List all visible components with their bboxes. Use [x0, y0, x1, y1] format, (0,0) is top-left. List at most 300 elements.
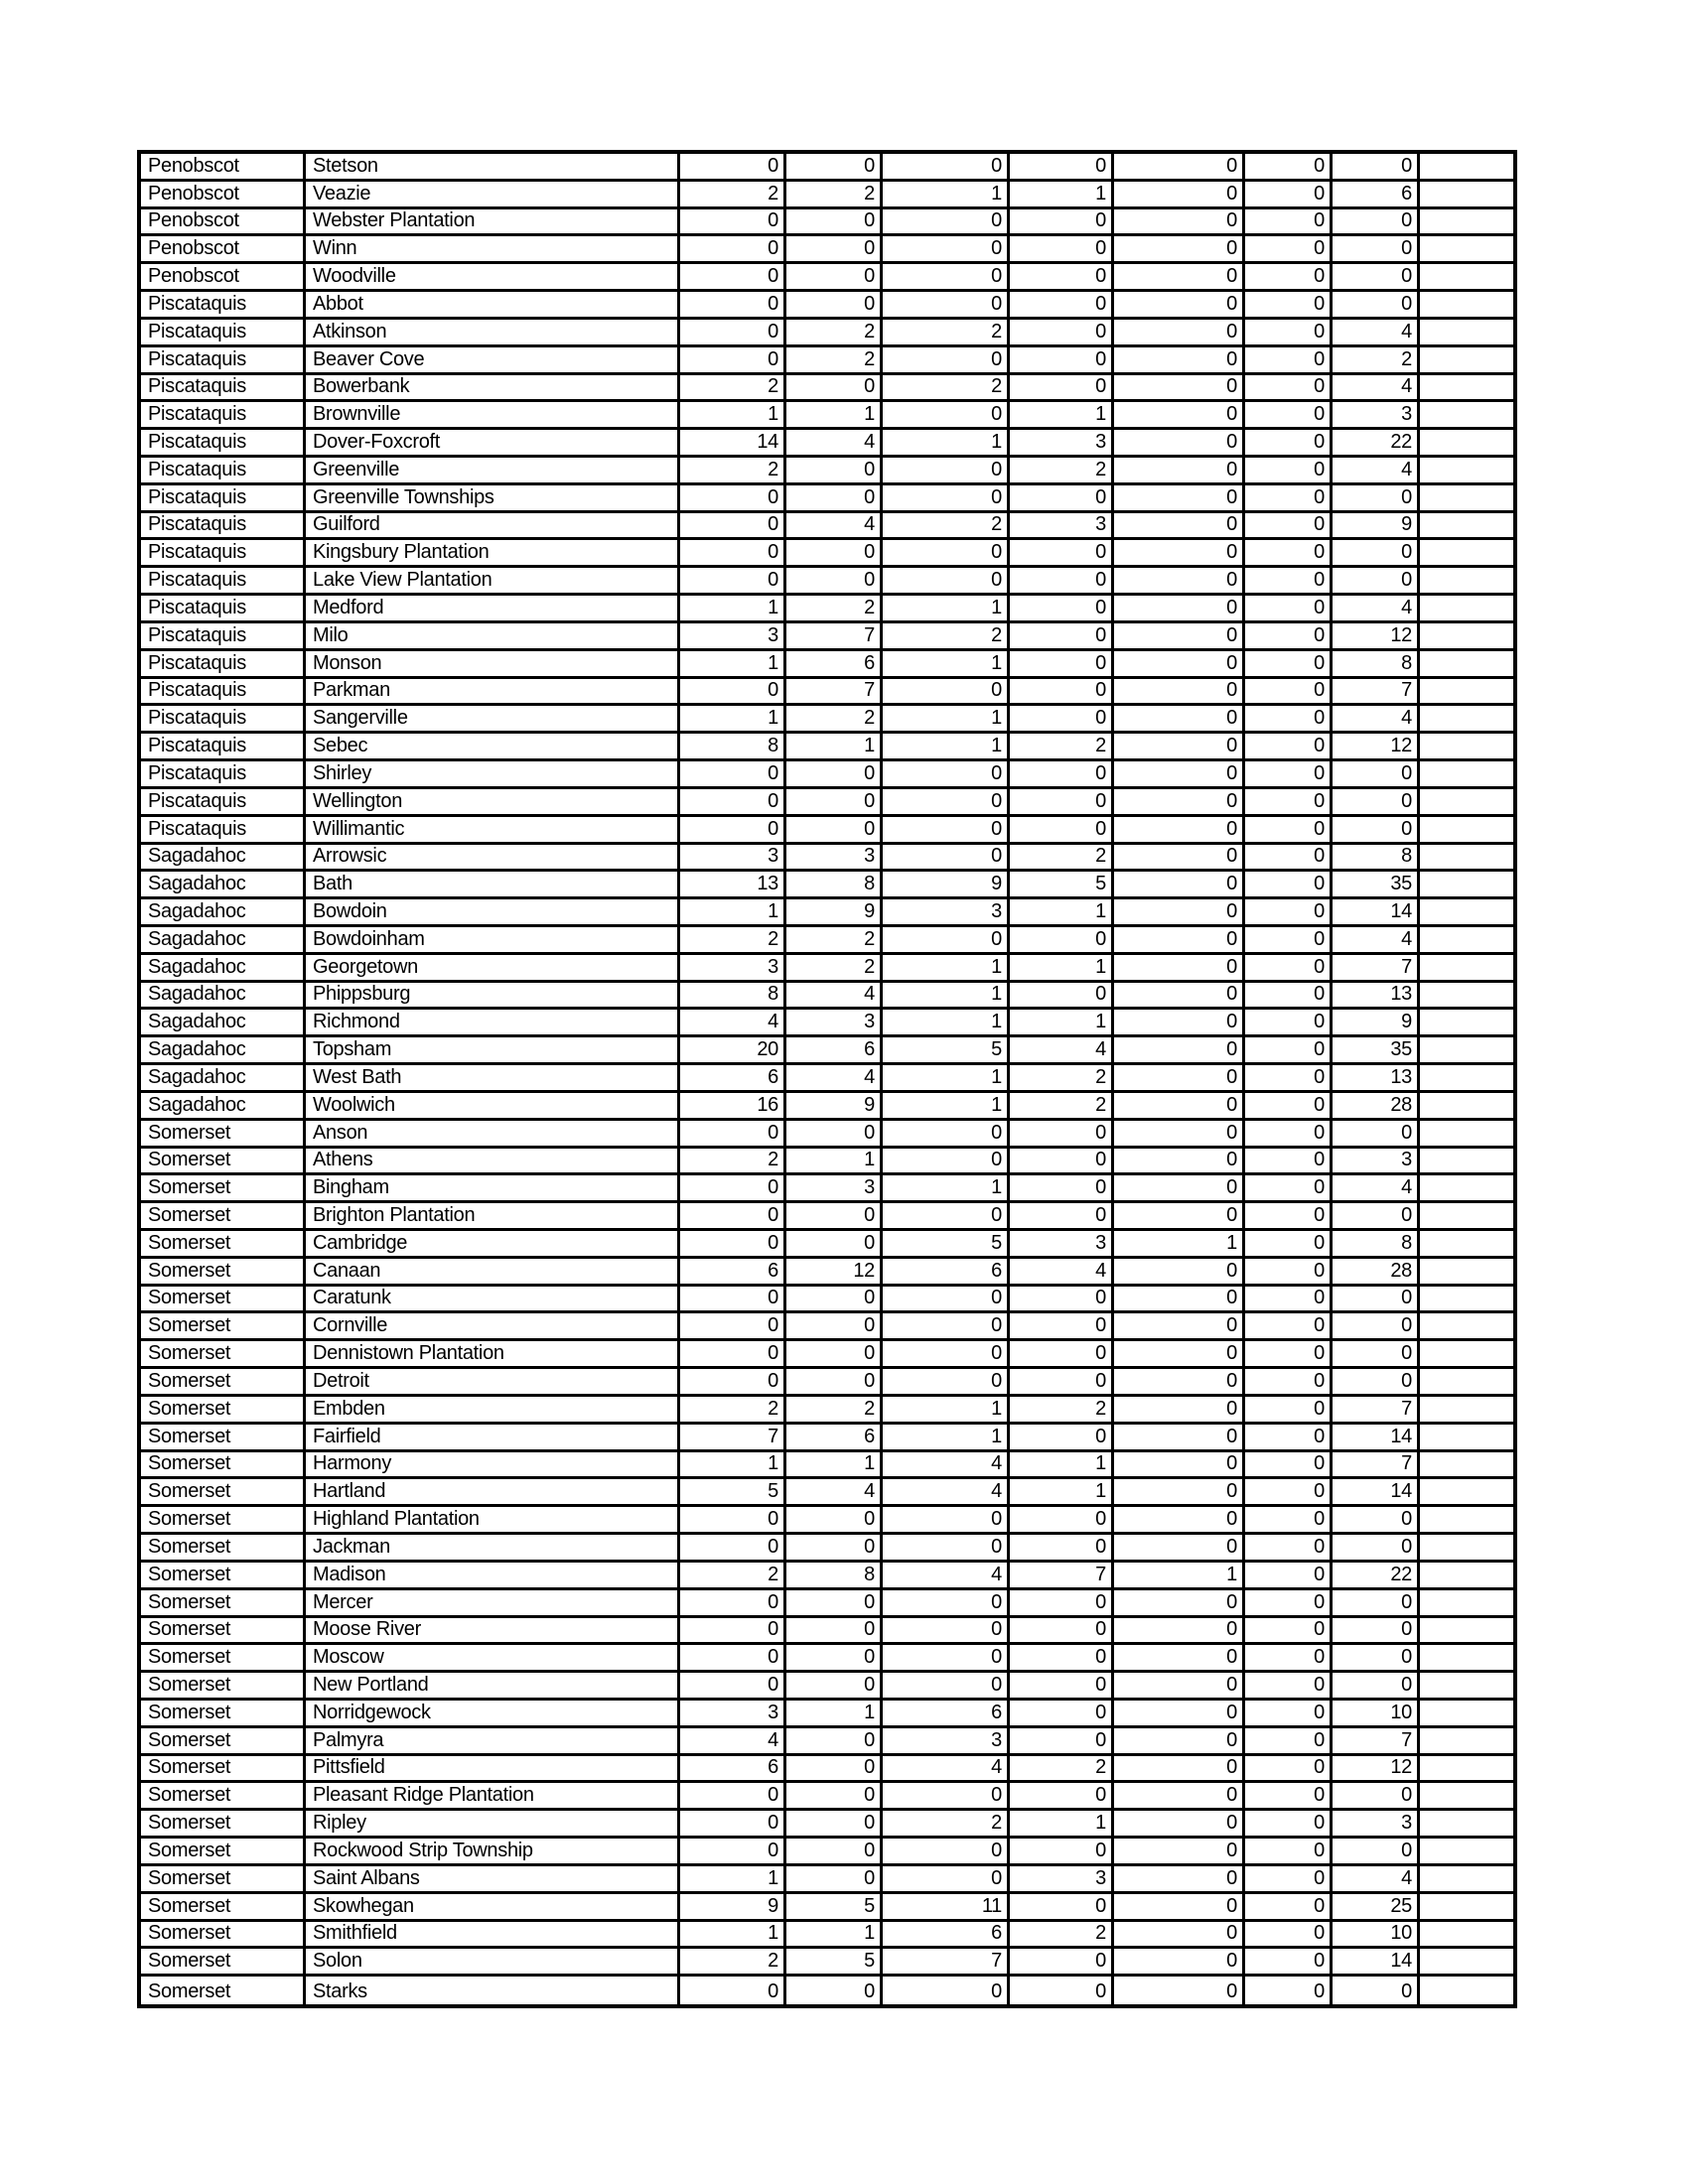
value-cell: 0	[1010, 706, 1114, 734]
value-cell: 4	[1010, 1037, 1114, 1065]
blank-cell	[1420, 1783, 1513, 1811]
value-cell: 0	[1010, 651, 1114, 679]
value-cell: 3	[883, 899, 1010, 927]
value-cell: 1	[883, 734, 1010, 761]
value-cell: 1	[680, 402, 786, 430]
county-cell: Piscataquis	[141, 568, 306, 596]
county-cell: Piscataquis	[141, 706, 306, 734]
blank-cell	[1420, 927, 1513, 955]
value-cell: 0	[1333, 1507, 1420, 1535]
blank-cell	[1420, 1728, 1513, 1756]
value-cell: 8	[1333, 1231, 1420, 1259]
value-cell: 0	[1245, 458, 1333, 485]
value-cell: 13	[680, 872, 786, 899]
county-cell: Piscataquis	[141, 789, 306, 817]
value-cell: 2	[680, 1563, 786, 1590]
value-cell: 0	[1114, 1783, 1245, 1811]
town-cell: Bingham	[306, 1175, 680, 1203]
town-cell: New Portland	[306, 1673, 680, 1701]
value-cell: 0	[1114, 1149, 1245, 1176]
value-cell: 0	[1114, 1811, 1245, 1839]
blank-cell	[1420, 1065, 1513, 1093]
value-cell: 0	[1010, 264, 1114, 292]
value-cell: 35	[1333, 1037, 1420, 1065]
value-cell: 0	[1114, 817, 1245, 845]
town-cell: Fairfield	[306, 1425, 680, 1452]
blank-cell	[1420, 1175, 1513, 1203]
county-cell: Sagadahoc	[141, 1065, 306, 1093]
value-cell: 0	[1245, 1894, 1333, 1922]
town-cell: Smithfield	[306, 1922, 680, 1950]
value-cell: 8	[680, 983, 786, 1011]
value-cell: 0	[1010, 292, 1114, 320]
town-cell: Dennistown Plantation	[306, 1341, 680, 1369]
value-cell: 1	[786, 1922, 883, 1950]
town-cell: Athens	[306, 1149, 680, 1176]
value-cell: 0	[680, 1618, 786, 1646]
value-cell: 0	[1245, 1231, 1333, 1259]
value-cell: 1	[883, 983, 1010, 1011]
value-cell: 0	[1010, 789, 1114, 817]
value-cell: 0	[1245, 1811, 1333, 1839]
value-cell: 0	[883, 1590, 1010, 1618]
value-cell: 9	[786, 899, 883, 927]
county-cell: Somerset	[141, 1287, 306, 1314]
value-cell: 14	[1333, 899, 1420, 927]
value-cell: 0	[1114, 1037, 1245, 1065]
value-cell: 0	[786, 1618, 883, 1646]
value-cell: 2	[786, 955, 883, 983]
value-cell: 1	[883, 1175, 1010, 1203]
value-cell: 4	[1333, 1175, 1420, 1203]
town-cell: Solon	[306, 1949, 680, 1977]
town-cell: Medford	[306, 596, 680, 623]
county-cell: Somerset	[141, 1728, 306, 1756]
blank-cell	[1420, 1839, 1513, 1866]
county-cell: Somerset	[141, 1175, 306, 1203]
blank-cell	[1420, 513, 1513, 541]
value-cell: 5	[883, 1231, 1010, 1259]
blank-cell	[1420, 679, 1513, 707]
value-cell: 7	[680, 1425, 786, 1452]
value-cell: 0	[883, 485, 1010, 513]
value-cell: 0	[1245, 1452, 1333, 1480]
value-cell: 6	[786, 1037, 883, 1065]
county-cell: Piscataquis	[141, 623, 306, 651]
value-cell: 0	[1245, 568, 1333, 596]
town-cell: Bowdoinham	[306, 927, 680, 955]
value-cell: 0	[1245, 1645, 1333, 1673]
value-cell: 4	[680, 1728, 786, 1756]
value-cell: 16	[680, 1093, 786, 1121]
value-cell: 2	[786, 347, 883, 375]
value-cell: 0	[1010, 1507, 1114, 1535]
value-cell: 0	[1245, 1175, 1333, 1203]
value-cell: 9	[1333, 1010, 1420, 1037]
value-cell: 0	[786, 458, 883, 485]
value-cell: 0	[680, 1645, 786, 1673]
value-cell: 0	[1010, 1287, 1114, 1314]
value-cell: 2	[680, 927, 786, 955]
value-cell: 6	[1333, 182, 1420, 209]
county-cell: Sagadahoc	[141, 955, 306, 983]
county-cell: Somerset	[141, 1452, 306, 1480]
value-cell: 1	[1010, 1010, 1114, 1037]
value-cell: 0	[786, 568, 883, 596]
blank-cell	[1420, 1949, 1513, 1977]
blank-cell	[1420, 1093, 1513, 1121]
town-cell: Wellington	[306, 789, 680, 817]
value-cell: 1	[883, 1010, 1010, 1037]
town-cell: Saint Albans	[306, 1866, 680, 1894]
value-cell: 2	[1333, 347, 1420, 375]
town-cell: Dover-Foxcroft	[306, 430, 680, 458]
value-cell: 0	[1010, 679, 1114, 707]
value-cell: 0	[883, 1149, 1010, 1176]
value-cell: 0	[1333, 1121, 1420, 1149]
value-cell: 0	[786, 761, 883, 789]
blank-cell	[1420, 623, 1513, 651]
value-cell: 2	[1010, 1397, 1114, 1425]
value-cell: 0	[1114, 1287, 1245, 1314]
value-cell: 13	[1333, 983, 1420, 1011]
value-cell: 0	[1245, 845, 1333, 873]
value-cell: 0	[1010, 154, 1114, 182]
blank-cell	[1420, 817, 1513, 845]
value-cell: 0	[1114, 1728, 1245, 1756]
value-cell: 0	[883, 927, 1010, 955]
blank-cell	[1420, 430, 1513, 458]
blank-cell	[1420, 1369, 1513, 1397]
value-cell: 0	[883, 679, 1010, 707]
blank-cell	[1420, 1259, 1513, 1287]
town-cell: Willimantic	[306, 817, 680, 845]
value-cell: 0	[680, 761, 786, 789]
value-cell: 7	[1333, 679, 1420, 707]
value-cell: 0	[883, 845, 1010, 873]
value-cell: 0	[1333, 1839, 1420, 1866]
town-cell: Parkman	[306, 679, 680, 707]
town-cell: Brighton Plantation	[306, 1203, 680, 1231]
value-cell: 1	[680, 651, 786, 679]
town-cell: Jackman	[306, 1535, 680, 1563]
value-cell: 1	[1010, 1479, 1114, 1507]
value-cell: 4	[680, 1010, 786, 1037]
value-cell: 0	[786, 375, 883, 403]
value-cell: 5	[786, 1949, 883, 1977]
value-cell: 10	[1333, 1701, 1420, 1728]
value-cell: 0	[1333, 761, 1420, 789]
blank-cell	[1420, 182, 1513, 209]
value-cell: 0	[786, 236, 883, 264]
value-cell: 10	[1333, 1922, 1420, 1950]
value-cell: 3	[786, 845, 883, 873]
value-cell: 0	[1114, 264, 1245, 292]
value-cell: 0	[883, 1618, 1010, 1646]
town-cell: Skowhegan	[306, 1894, 680, 1922]
value-cell: 4	[1333, 458, 1420, 485]
town-cell: Winn	[306, 236, 680, 264]
value-cell: 0	[1114, 1341, 1245, 1369]
value-cell: 0	[883, 1121, 1010, 1149]
value-cell: 3	[1333, 1149, 1420, 1176]
value-cell: 0	[883, 1783, 1010, 1811]
value-cell: 22	[1333, 430, 1420, 458]
value-cell: 1	[786, 734, 883, 761]
town-cell: Abbot	[306, 292, 680, 320]
value-cell: 0	[680, 1203, 786, 1231]
value-cell: 0	[680, 1977, 786, 2004]
value-cell: 1	[883, 430, 1010, 458]
value-cell: 0	[786, 292, 883, 320]
county-cell: Piscataquis	[141, 375, 306, 403]
town-cell: Starks	[306, 1977, 680, 2004]
town-cell: Moose River	[306, 1618, 680, 1646]
blank-cell	[1420, 458, 1513, 485]
value-cell: 7	[786, 679, 883, 707]
value-cell: 0	[1333, 209, 1420, 237]
value-cell: 0	[1245, 983, 1333, 1011]
county-cell: Somerset	[141, 1313, 306, 1341]
town-cell: Embden	[306, 1397, 680, 1425]
value-cell: 0	[1114, 1590, 1245, 1618]
blank-cell	[1420, 899, 1513, 927]
value-cell: 0	[786, 817, 883, 845]
value-cell: 0	[1114, 1507, 1245, 1535]
value-cell: 0	[1010, 1618, 1114, 1646]
blank-cell	[1420, 1313, 1513, 1341]
value-cell: 0	[1245, 1065, 1333, 1093]
value-cell: 5	[786, 1894, 883, 1922]
value-cell: 0	[1010, 1121, 1114, 1149]
value-cell: 0	[1245, 1313, 1333, 1341]
value-cell: 4	[1333, 320, 1420, 347]
value-cell: 0	[883, 1977, 1010, 2004]
blank-cell	[1420, 1894, 1513, 1922]
town-cell: Cambridge	[306, 1231, 680, 1259]
county-cell: Somerset	[141, 1563, 306, 1590]
value-cell: 7	[883, 1949, 1010, 1977]
value-cell: 1	[680, 706, 786, 734]
blank-cell	[1420, 1231, 1513, 1259]
county-cell: Sagadahoc	[141, 845, 306, 873]
value-cell: 11	[883, 1894, 1010, 1922]
value-cell: 5	[883, 1037, 1010, 1065]
value-cell: 0	[1245, 1037, 1333, 1065]
value-cell: 2	[680, 1397, 786, 1425]
value-cell: 0	[1114, 955, 1245, 983]
value-cell: 0	[1245, 1977, 1333, 2004]
value-cell: 28	[1333, 1093, 1420, 1121]
value-cell: 0	[883, 1507, 1010, 1535]
county-cell: Piscataquis	[141, 513, 306, 541]
value-cell: 0	[786, 1341, 883, 1369]
value-cell: 22	[1333, 1563, 1420, 1590]
value-cell: 0	[1114, 1425, 1245, 1452]
county-cell: Piscataquis	[141, 761, 306, 789]
blank-cell	[1420, 1037, 1513, 1065]
blank-cell	[1420, 347, 1513, 375]
value-cell: 0	[1114, 1313, 1245, 1341]
value-cell: 0	[786, 1121, 883, 1149]
town-cell: Pleasant Ridge Plantation	[306, 1783, 680, 1811]
county-cell: Somerset	[141, 1949, 306, 1977]
value-cell: 4	[1333, 1866, 1420, 1894]
value-cell: 14	[1333, 1425, 1420, 1452]
value-cell: 9	[786, 1093, 883, 1121]
value-cell: 1	[1010, 899, 1114, 927]
value-cell: 0	[1114, 927, 1245, 955]
value-cell: 3	[1010, 513, 1114, 541]
town-cell: Rockwood Strip Township	[306, 1839, 680, 1866]
value-cell: 0	[1245, 236, 1333, 264]
value-cell: 0	[680, 485, 786, 513]
value-cell: 0	[1245, 1949, 1333, 1977]
town-cell: Monson	[306, 651, 680, 679]
value-cell: 0	[680, 679, 786, 707]
value-cell: 0	[1245, 817, 1333, 845]
value-cell: 0	[883, 209, 1010, 237]
county-cell: Sagadahoc	[141, 872, 306, 899]
value-cell: 0	[883, 1535, 1010, 1563]
value-cell: 2	[680, 458, 786, 485]
value-cell: 0	[1010, 927, 1114, 955]
value-cell: 0	[1245, 1121, 1333, 1149]
value-cell: 0	[786, 1645, 883, 1673]
value-cell: 0	[1114, 1093, 1245, 1121]
value-cell: 0	[1114, 1259, 1245, 1287]
value-cell: 14	[1333, 1949, 1420, 1977]
town-cell: Milo	[306, 623, 680, 651]
value-cell: 2	[680, 1949, 786, 1977]
value-cell: 3	[786, 1010, 883, 1037]
value-cell: 6	[786, 1425, 883, 1452]
value-cell: 0	[1010, 596, 1114, 623]
value-cell: 0	[1114, 983, 1245, 1011]
value-cell: 0	[1245, 1010, 1333, 1037]
value-cell: 0	[1114, 485, 1245, 513]
blank-cell	[1420, 983, 1513, 1011]
value-cell: 0	[680, 817, 786, 845]
value-cell: 0	[1245, 1728, 1333, 1756]
value-cell: 12	[1333, 1756, 1420, 1784]
blank-cell	[1420, 320, 1513, 347]
value-cell: 0	[1333, 1341, 1420, 1369]
value-cell: 0	[1245, 375, 1333, 403]
blank-cell	[1420, 789, 1513, 817]
value-cell: 0	[1010, 1839, 1114, 1866]
value-cell: 0	[1114, 734, 1245, 761]
value-cell: 0	[1245, 1341, 1333, 1369]
county-cell: Piscataquis	[141, 651, 306, 679]
value-cell: 0	[883, 1313, 1010, 1341]
town-cell: Kingsbury Plantation	[306, 540, 680, 568]
value-cell: 0	[1114, 154, 1245, 182]
value-cell: 0	[1245, 1756, 1333, 1784]
town-cell: Cornville	[306, 1313, 680, 1341]
value-cell: 3	[1333, 402, 1420, 430]
value-cell: 1	[786, 402, 883, 430]
value-cell: 0	[883, 154, 1010, 182]
value-cell: 0	[1333, 236, 1420, 264]
value-cell: 0	[1114, 402, 1245, 430]
value-cell: 0	[786, 1203, 883, 1231]
value-cell: 8	[786, 872, 883, 899]
value-cell: 3	[680, 1701, 786, 1728]
county-cell: Penobscot	[141, 154, 306, 182]
town-cell: Norridgewock	[306, 1701, 680, 1728]
value-cell: 0	[1114, 1203, 1245, 1231]
town-cell: Highland Plantation	[306, 1507, 680, 1535]
town-cell: Stetson	[306, 154, 680, 182]
value-cell: 4	[786, 1479, 883, 1507]
value-cell: 0	[1114, 706, 1245, 734]
county-cell: Piscataquis	[141, 485, 306, 513]
value-cell: 0	[786, 154, 883, 182]
value-cell: 0	[680, 209, 786, 237]
value-cell: 0	[1114, 347, 1245, 375]
value-cell: 3	[680, 845, 786, 873]
blank-cell	[1420, 596, 1513, 623]
value-cell: 0	[1333, 1203, 1420, 1231]
value-cell: 0	[1010, 568, 1114, 596]
value-cell: 0	[1114, 236, 1245, 264]
town-cell: Mercer	[306, 1590, 680, 1618]
value-cell: 0	[1245, 347, 1333, 375]
value-cell: 0	[1114, 292, 1245, 320]
town-cell: Madison	[306, 1563, 680, 1590]
value-cell: 0	[786, 1866, 883, 1894]
blank-cell	[1420, 264, 1513, 292]
county-cell: Somerset	[141, 1259, 306, 1287]
county-cell: Piscataquis	[141, 320, 306, 347]
county-cell: Piscataquis	[141, 540, 306, 568]
value-cell: 2	[883, 623, 1010, 651]
value-cell: 0	[1245, 789, 1333, 817]
value-cell: 0	[1245, 485, 1333, 513]
value-cell: 2	[1010, 734, 1114, 761]
value-cell: 4	[786, 983, 883, 1011]
blank-cell	[1420, 1010, 1513, 1037]
blank-cell	[1420, 1149, 1513, 1176]
value-cell: 2	[680, 182, 786, 209]
blank-cell	[1420, 734, 1513, 761]
town-cell: Greenville	[306, 458, 680, 485]
value-cell: 6	[883, 1701, 1010, 1728]
county-cell: Somerset	[141, 1149, 306, 1176]
value-cell: 0	[1333, 1369, 1420, 1397]
value-cell: 4	[883, 1452, 1010, 1480]
value-cell: 0	[1114, 1452, 1245, 1480]
value-cell: 0	[883, 1839, 1010, 1866]
value-cell: 1	[1114, 1563, 1245, 1590]
value-cell: 2	[883, 1811, 1010, 1839]
town-cell: Woolwich	[306, 1093, 680, 1121]
value-cell: 12	[1333, 734, 1420, 761]
value-cell: 12	[1333, 623, 1420, 651]
value-cell: 7	[1010, 1563, 1114, 1590]
town-cell: Veazie	[306, 182, 680, 209]
value-cell: 0	[1245, 1563, 1333, 1590]
value-cell: 4	[1010, 1259, 1114, 1287]
value-cell: 0	[1114, 513, 1245, 541]
value-cell: 0	[1245, 679, 1333, 707]
blank-cell	[1420, 1341, 1513, 1369]
value-cell: 0	[786, 209, 883, 237]
value-cell: 0	[680, 1369, 786, 1397]
county-cell: Somerset	[141, 1369, 306, 1397]
value-cell: 0	[1010, 347, 1114, 375]
